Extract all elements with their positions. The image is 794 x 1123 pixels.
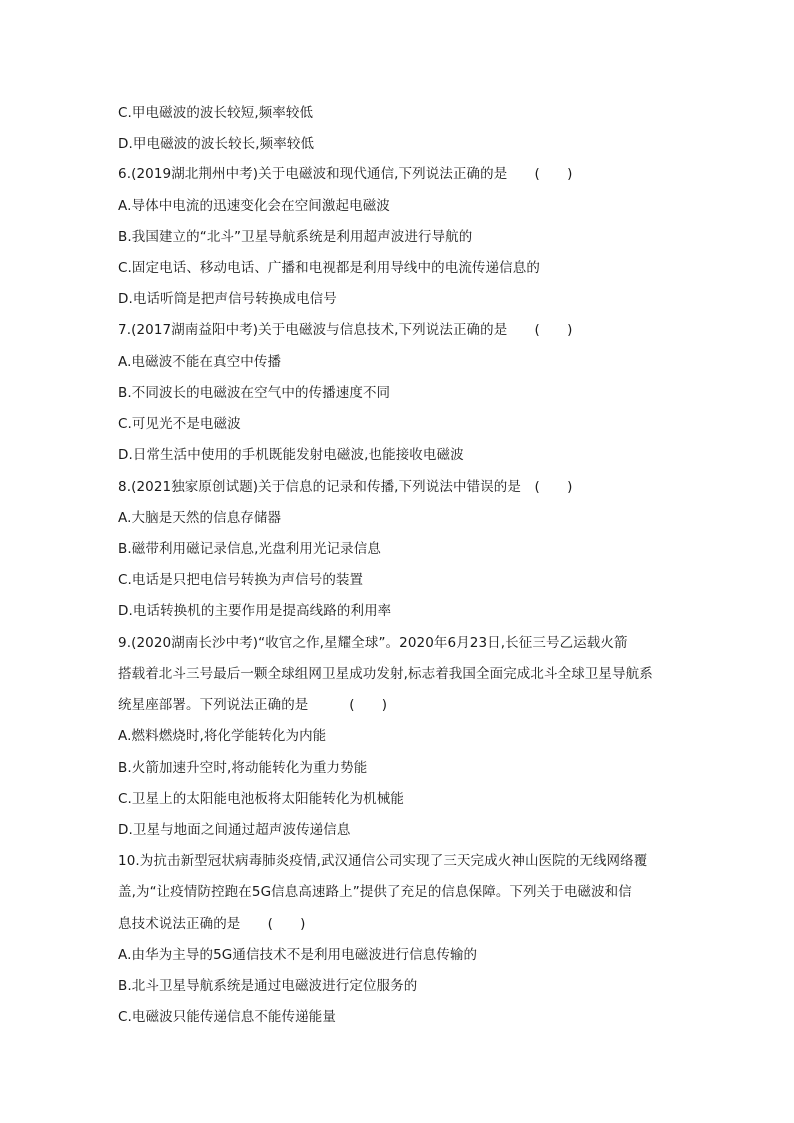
- option-6a: A.导体中电流的迅速变化会在空间激起电磁波: [118, 198, 390, 214]
- option-8d: D.电话转换机的主要作用是提高线路的利用率: [118, 603, 392, 619]
- option-8a: A.大脑是天然的信息存储器: [118, 510, 282, 526]
- question-7: 7.(2017湖南益阳中考)关于电磁波与信息技术,下列说法正确的是 ( ): [118, 322, 573, 338]
- option-10a: A.由华为主导的5G通信技术不是利用电磁波进行信息传输的: [118, 947, 478, 963]
- option-9c: C.卫星上的太阳能电池板将太阳能转化为机械能: [118, 791, 404, 807]
- option-8b: B.磁带利用磁记录信息,光盘利用光记录信息: [118, 541, 381, 557]
- option-7b: B.不同波长的电磁波在空气中的传播速度不同: [118, 385, 391, 401]
- question-10-line-3: 息技术说法正确的是 ( ): [118, 916, 306, 932]
- option-9b: B.火箭加速升空时,将动能转化为重力势能: [118, 760, 368, 776]
- question-10-line-2: 盖,为“让疫情防控跑在5G信息高速路上”提供了充足的信息保障。下列关于电磁波和信: [118, 884, 632, 900]
- option-7a: A.电磁波不能在真空中传播: [118, 354, 282, 370]
- question-8: 8.(2021独家原创试题)关于信息的记录和传播,下列说法中错误的是 ( ): [118, 479, 573, 495]
- option-7d: D.日常生活中使用的手机既能发射电磁波,也能接收电磁波: [118, 447, 464, 463]
- option-5c: C.甲电磁波的波长较短,频率较低: [118, 105, 314, 121]
- question-9-line-2: 搭载着北斗三号最后一颗全球组网卫星成功发射,标志着我国全面完成北斗全球卫星导航系: [118, 666, 653, 682]
- option-7c: C.可见光不是电磁波: [118, 416, 241, 432]
- question-9-line-3: 统星座部署。下列说法正确的是 ( ): [118, 697, 388, 713]
- option-8c: C.电话是只把电信号转换为声信号的装置: [118, 572, 364, 588]
- option-9a: A.燃料燃烧时,将化学能转化为内能: [118, 728, 327, 744]
- option-5d: D.甲电磁波的波长较长,频率较低: [118, 136, 315, 152]
- question-10-line-1: 10.为抗击新型冠状病毒肺炎疫情,武汉通信公司实现了三天完成火神山医院的无线网络覆: [118, 853, 648, 869]
- question-9-line-1: 9.(2020湖南长沙中考)“收官之作,星耀全球”。2020年6月23日,长征三号乙运载火箭: [118, 635, 628, 651]
- option-6d: D.电话听筒是把声信号转换成电信号: [118, 291, 337, 307]
- option-6b: B.我国建立的“北斗”卫星导航系统是利用超声波进行导航的: [118, 229, 473, 245]
- option-10c: C.电磁波只能传递信息不能传递能量: [118, 1009, 336, 1025]
- question-6: 6.(2019湖北荆州中考)关于电磁波和现代通信,下列说法正确的是 ( ): [118, 166, 573, 182]
- option-6c: C.固定电话、移动电话、广播和电视都是利用导线中的电流传递信息的: [118, 260, 540, 276]
- option-10b: B.北斗卫星导航系统是通过电磁波进行定位服务的: [118, 978, 418, 994]
- option-9d: D.卫星与地面之间通过超声波传递信息: [118, 822, 351, 838]
